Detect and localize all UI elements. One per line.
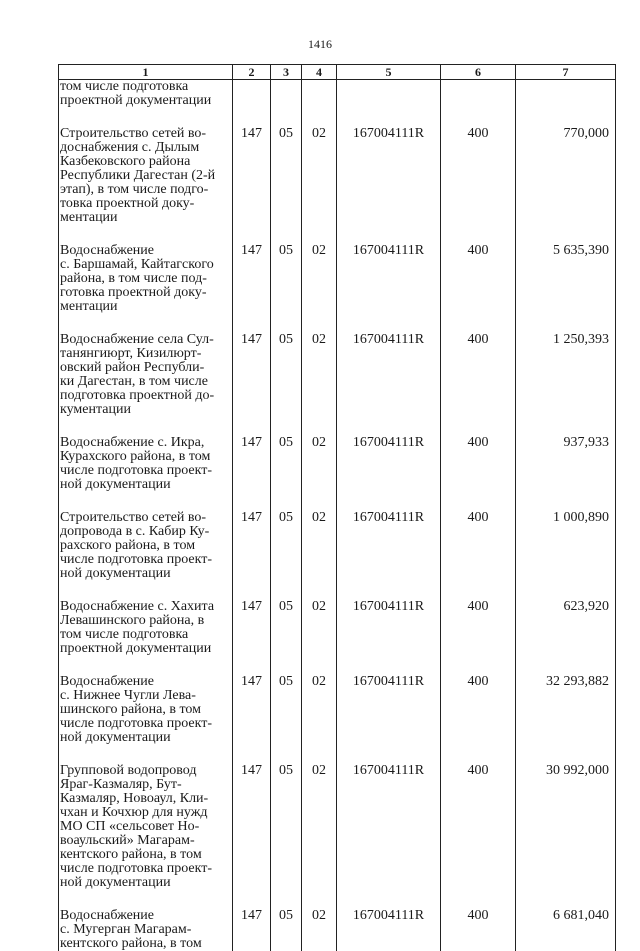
item-name: Групповой водопровод Яраг-Казмаляр, Бут- Казмаляр, Новоаул, Кли- чхан и Кочхюр для нужд МО СП «сельсовет Но- воаульский» Магарам- кентского района, в том числе подготовка проект- ной документации: [59, 759, 233, 904]
code-podrazdel: 02: [302, 506, 337, 595]
code-glava: 147: [233, 431, 271, 506]
code-razdel: 05: [271, 328, 302, 431]
code-expense-type: 400: [441, 122, 516, 239]
header-col-2: 2: [233, 65, 271, 80]
code-expense-type: 400: [441, 239, 516, 328]
code-target-article: 167004111R: [337, 670, 441, 759]
code-glava: 147: [233, 328, 271, 431]
table-row: [59, 239, 616, 328]
item-name: Водоснабжение с. Хахита Левашинского района, в том числе подготовка проектной документации: [59, 595, 233, 670]
item-name: Водоснабжение села Сул- танянгиюрт, Кизилюрт- овский район Республи- ки Дагестан, в том числе подготовка проектной до- кументации: [59, 328, 233, 431]
header-col-5: 5: [337, 65, 441, 80]
code-razdel: 05: [271, 904, 302, 951]
code-expense-type: 400: [441, 431, 516, 506]
empty-cell: [441, 80, 516, 123]
code-glava: 147: [233, 670, 271, 759]
table-row: [59, 328, 616, 431]
code-podrazdel: 02: [302, 759, 337, 904]
code-razdel: 05: [271, 431, 302, 506]
code-podrazdel: 02: [302, 328, 337, 431]
code-podrazdel: 02: [302, 595, 337, 670]
amount: 937,933: [516, 431, 616, 506]
amount: 30 992,000: [516, 759, 616, 904]
amount: 32 293,882: [516, 670, 616, 759]
table-body: [59, 80, 616, 951]
code-podrazdel: 02: [302, 239, 337, 328]
amount: 6 681,040: [516, 904, 616, 951]
item-name: Строительство сетей во- допровода в с. Кабир Ку- рахского района, в том числе подготовка проект- ной документации: [59, 506, 233, 595]
code-razdel: 05: [271, 239, 302, 328]
code-target-article: 167004111R: [337, 759, 441, 904]
code-glava: 147: [233, 904, 271, 951]
code-glava: 147: [233, 506, 271, 595]
empty-cell: [271, 80, 302, 123]
code-expense-type: 400: [441, 328, 516, 431]
code-target-article: 167004111R: [337, 328, 441, 431]
header-col-6: 6: [441, 65, 516, 80]
code-razdel: 05: [271, 595, 302, 670]
code-podrazdel: 02: [302, 122, 337, 239]
code-target-article: 167004111R: [337, 595, 441, 670]
table-row: [59, 431, 616, 506]
code-glava: 147: [233, 595, 271, 670]
code-expense-type: 400: [441, 904, 516, 951]
code-expense-type: 400: [441, 759, 516, 904]
header-col-1: 1: [59, 65, 233, 80]
item-name: Водоснабжение с. Нижнее Чугли Лева- шинского района, в том числе подготовка проект- ной документации: [59, 670, 233, 759]
code-podrazdel: 02: [302, 431, 337, 506]
table-row: [59, 759, 616, 904]
amount: 1 000,890: [516, 506, 616, 595]
header-row: [59, 65, 616, 80]
continuation-text: том числе подготовка проектной документации: [59, 80, 233, 123]
amount: 770,000: [516, 122, 616, 239]
page-number: 1416: [0, 37, 640, 52]
code-podrazdel: 02: [302, 904, 337, 951]
amount: 623,920: [516, 595, 616, 670]
table-row: [59, 506, 616, 595]
header-col-4: 4: [302, 65, 337, 80]
item-name: Строительство сетей во- доснабжения с. Дылым Казбековского района Республики Дагестан (2-й этап), в том числе подго- товка проектной доку- ментации: [59, 122, 233, 239]
code-expense-type: 400: [441, 670, 516, 759]
code-target-article: 167004111R: [337, 239, 441, 328]
code-razdel: 05: [271, 122, 302, 239]
code-expense-type: 400: [441, 506, 516, 595]
empty-cell: [302, 80, 337, 123]
table-row: [59, 122, 616, 239]
code-razdel: 05: [271, 506, 302, 595]
code-target-article: 167004111R: [337, 506, 441, 595]
item-name: Водоснабжение с. Мугерган Магарам- кентского района, в том: [59, 904, 233, 951]
code-target-article: 167004111R: [337, 122, 441, 239]
empty-cell: [233, 80, 271, 123]
item-name: Водоснабжение с. Баршамай, Кайтагского района, в том числе под- готовка проектной доку- ментации: [59, 239, 233, 328]
table-row: [59, 595, 616, 670]
empty-cell: [337, 80, 441, 123]
header-col-7: 7: [516, 65, 616, 80]
table-header: [59, 65, 616, 80]
code-razdel: 05: [271, 759, 302, 904]
table-row: [59, 670, 616, 759]
header-col-3: 3: [271, 65, 302, 80]
amount: 5 635,390: [516, 239, 616, 328]
item-name: Водоснабжение с. Икра, Курахского района, в том числе подготовка проект- ной документации: [59, 431, 233, 506]
code-target-article: 167004111R: [337, 904, 441, 951]
code-target-article: 167004111R: [337, 431, 441, 506]
table-row: [59, 904, 616, 951]
amount: 1 250,393: [516, 328, 616, 431]
code-glava: 147: [233, 239, 271, 328]
code-glava: 147: [233, 122, 271, 239]
code-razdel: 05: [271, 670, 302, 759]
code-glava: 147: [233, 759, 271, 904]
empty-cell: [516, 80, 616, 123]
code-podrazdel: 02: [302, 670, 337, 759]
code-expense-type: 400: [441, 595, 516, 670]
budget-table: [58, 64, 616, 951]
continuation-row: [59, 80, 616, 123]
